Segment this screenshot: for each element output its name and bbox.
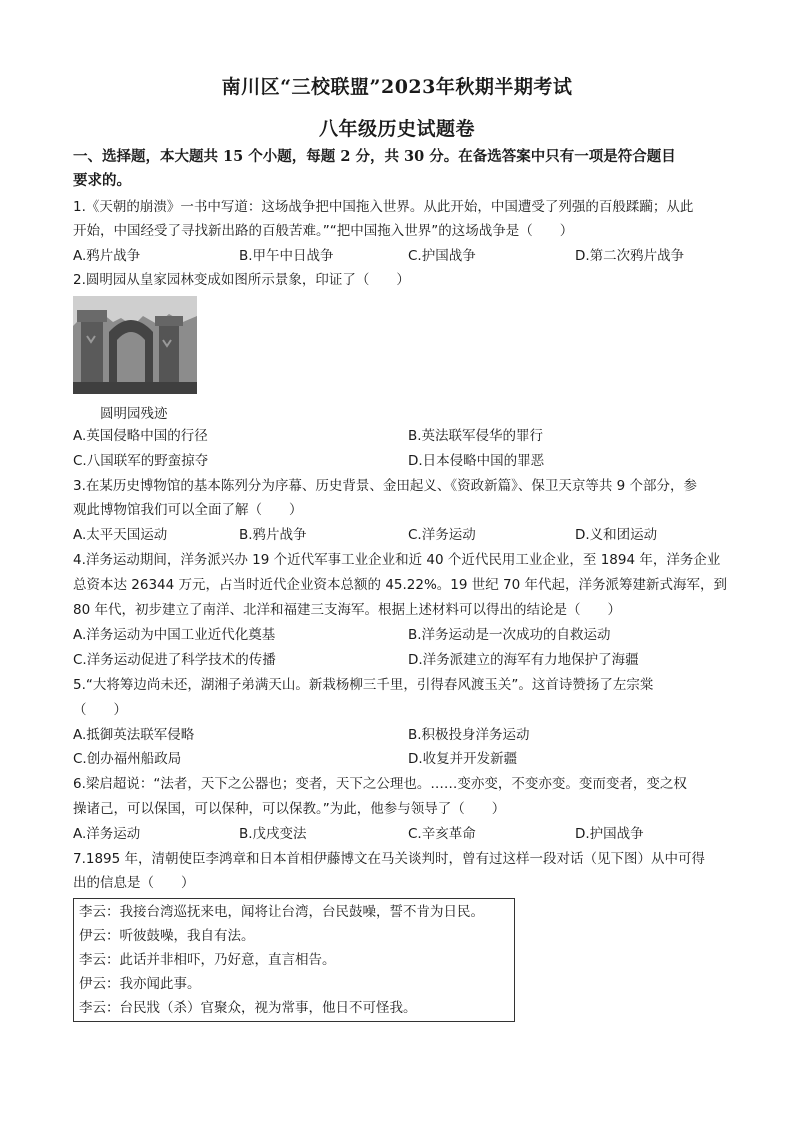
question-3-option-b: B.鸦片战争 xyxy=(239,527,307,543)
dialogue-line: 伊云：听彼鼓噪，我自有法。 xyxy=(79,928,255,944)
question-5-option-c: C.创办福州船政局 xyxy=(73,751,182,767)
question-1-option-a: A.鸦片战争 xyxy=(73,248,141,264)
question-3-option-d: D.义和团运动 xyxy=(575,527,658,543)
exam-title: 南川区“三校联盟”2023年秋期半期考试 xyxy=(221,76,573,98)
section-heading-cont: 要求的。 xyxy=(73,172,131,189)
question-2-option-c: C.八国联军的野蛮掠夺 xyxy=(73,453,209,469)
question-4-option-b: B.洋务运动是一次成功的自救运动 xyxy=(408,627,611,643)
question-7-text: 出的信息是（ ） xyxy=(73,875,195,891)
question-4-option-d: D.洋务派建立的海军有力地保护了海疆 xyxy=(408,652,639,668)
question-6-option-d: D.护国战争 xyxy=(575,826,644,842)
dialogue-line: 李云：台民戕（杀）官聚众，视为常事，他日不可怪我。 xyxy=(79,1000,417,1016)
photo-caption: 圆明园残迹 xyxy=(100,406,168,422)
question-6-option-a: A.洋务运动 xyxy=(73,826,141,842)
question-1-text: 开始，中国经受了寻找新出路的百般苦难。”“把中国拖入世界”的这场战争是（ ） xyxy=(73,223,574,239)
question-1-option-c: C.护国战争 xyxy=(408,248,476,264)
question-2-option-b: B.英法联军侵华的罪行 xyxy=(408,428,544,444)
question-1-option-b: B.甲午中日战争 xyxy=(239,248,334,264)
question-6-option-c: C.辛亥革命 xyxy=(408,826,476,842)
question-6-text: 6.梁启超说：“法者，天下之公器也；变者，天下之公理也。……变亦变，不变亦变。变而变者，变之权 xyxy=(73,776,687,792)
question-4-text: 4.洋务运动期间，洋务派兴办 19 个近代军事工业企业和近 40 个近代民用工业企业，至 1894 年，洋务企业 xyxy=(73,552,721,568)
question-7-text: 7.1895 年，清朝使臣李鸿章和日本首相伊藤博文在马关谈判时，曾有过这样一段对话（见下图）从中可得 xyxy=(73,851,706,867)
yuanmingyuan-ruins-photo xyxy=(73,296,197,394)
section-heading: 一、选择题，本大题共 15 个小题，每题 2 分，共 30 分。在备选答案中只有一项是符合题目 xyxy=(73,148,676,165)
question-3-option-a: A.太平天国运动 xyxy=(73,527,168,543)
question-4-option-a: A.洋务运动为中国工业近代化奠基 xyxy=(73,627,276,643)
question-6-option-b: B.戊戌变法 xyxy=(239,826,307,842)
dialogue-box xyxy=(73,898,515,1022)
question-5-option-d: D.收复并开发新疆 xyxy=(408,751,518,767)
question-6-text: 操诸己，可以保国，可以保种，可以保教。”为此，他参与领导了（ ） xyxy=(73,801,506,817)
question-5-text: （ ） xyxy=(73,702,127,718)
exam-subtitle: 八年级历史试题卷 xyxy=(318,118,475,140)
question-4-option-c: C.洋务运动促进了科学技术的传播 xyxy=(73,652,276,668)
question-1-option-d: D.第二次鸦片战争 xyxy=(575,248,685,264)
question-1-text: 1.《天朝的崩溃》一书中写道：这场战争把中国拖入世界。从此开始，中国遭受了列强的百般蹂躏；从此 xyxy=(73,199,694,215)
dialogue-line: 伊云：我亦闻此事。 xyxy=(79,976,201,992)
question-5-option-a: A.抵御英法联军侵略 xyxy=(73,727,195,743)
question-2-option-a: A.英国侵略中国的行径 xyxy=(73,428,208,444)
question-3-option-c: C.洋务运动 xyxy=(408,527,476,543)
question-5-option-b: B.积极投身洋务运动 xyxy=(408,727,530,743)
dialogue-line: 李云：此话并非相吓，乃好意，直言相告。 xyxy=(79,952,336,968)
question-3-text: 观此博物馆我们可以全面了解（ ） xyxy=(73,502,303,518)
question-2-option-d: D.日本侵略中国的罪恶 xyxy=(408,453,545,469)
question-2-text: 2.圆明园从皇家园林变成如图所示景象，印证了（ ） xyxy=(73,272,410,288)
dialogue-line: 李云：我接台湾巡抚来电，闻将让台湾，台民鼓噪，誓不肯为日民。 xyxy=(79,904,484,920)
question-5-text: 5.“大将筹边尚未还，湖湘子弟满天山。新栽杨柳三千里，引得春风渡玉关”。这首诗赞扬了左宗棠 xyxy=(73,677,654,693)
question-3-text: 3.在某历史博物馆的基本陈列分为序幕、历史背景、金田起义、《资政新篇》、保卫天京等共 9 个部分，参 xyxy=(73,478,698,494)
question-4-text: 80 年代，初步建立了南洋、北洋和福建三支海军。根据上述材料可以得出的结论是（ ） xyxy=(73,602,621,618)
question-4-text: 总资本达 26344 万元，占当时近代企业资本总额的 45.22%。19 世纪 70 年代起，洋务派筹建新式海军，到 xyxy=(73,577,728,593)
